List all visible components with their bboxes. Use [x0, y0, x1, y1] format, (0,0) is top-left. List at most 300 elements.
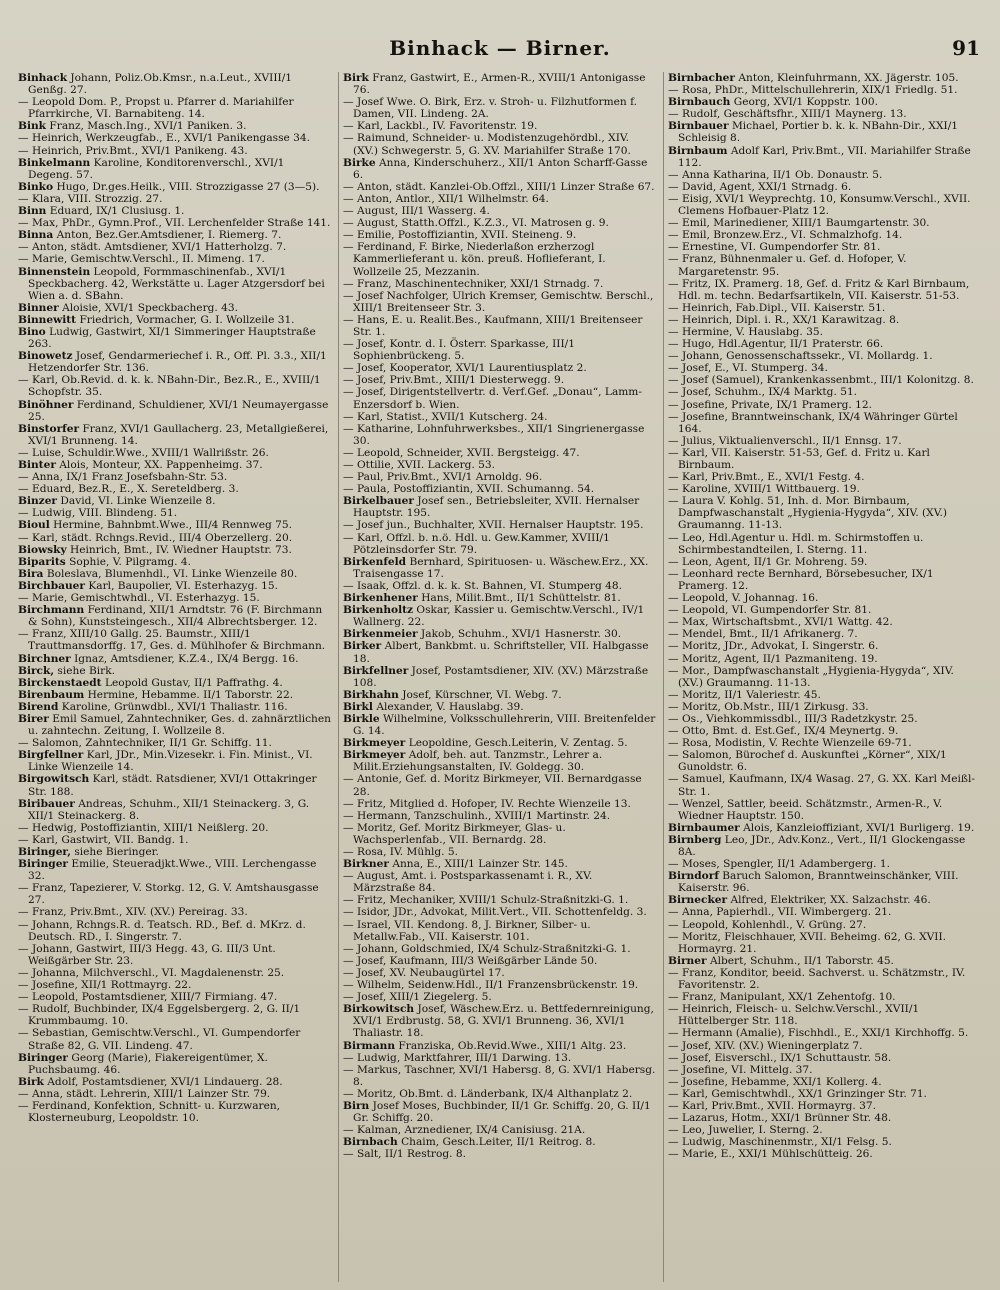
entry-surname: Birkfellner: [343, 664, 409, 677]
entry-surname: Birkl: [343, 700, 373, 713]
directory-entry: [343, 955, 657, 967]
directory-entry: [343, 229, 657, 241]
entry-details: — Ferdinand, F. Birke, Niederlaßon erzherzogl Kammerlieferant u. kön. preuß. Hoflieferant, I. Wollzeile 25, Mezzanin.: [343, 241, 606, 278]
entry-details: — Rudolf, Buchbinder, IX/4 Eggelsbergerg. 2, G. II/1 Krummbaumg. 10.: [18, 1003, 301, 1028]
entry-details: — Johann, Rchngs.R. d. Teatsch. RD., Bef. d. MKrz. d. Deutsch. RD., I. Singerstr. 7.: [18, 918, 306, 943]
directory-entry: [668, 145, 982, 169]
entry-details: Johann, Poliz.Ob.Kmsr., n.a.Leut., XVIII/1 Genßg. 27.: [28, 72, 293, 97]
directory-entry: [668, 169, 982, 181]
directory-entry: [18, 72, 332, 96]
entry-details: — Franz, Bühnenmaler u. Gef. d. Hofoper, V. Margaretenstr. 95.: [668, 253, 907, 278]
directory-entry: [18, 544, 332, 556]
directory-entry: [18, 919, 332, 943]
entry-surname: Birk: [343, 72, 369, 84]
directory-entry: [343, 943, 657, 955]
directory-entry: [668, 604, 982, 616]
entry-details: Alois, Kanzleioffiziant, XVI/1 Burligerg. 19.: [743, 821, 975, 834]
directory-entry: [668, 568, 982, 592]
directory-entry: [18, 241, 332, 253]
directory-entry: [18, 677, 332, 689]
entry-details: — Mendel, Bmt., II/1 Afrikanerg. 7.: [668, 628, 858, 641]
directory-entry: [343, 1124, 657, 1136]
directory-entry: [668, 1027, 982, 1039]
directory-entry: [668, 616, 982, 628]
directory-entry: [343, 737, 657, 749]
directory-entry: [668, 253, 982, 277]
directory-entry: [18, 507, 332, 519]
entry-surname: Birnbauch: [668, 96, 731, 109]
entry-details: — Leopold Dom. P., Propst u. Pfarrer d. Mariahilfer Pfarrkirche, VI. Barnabiteng. 14.: [18, 96, 294, 121]
directory-entry: [343, 979, 657, 991]
directory-entry: [18, 374, 332, 398]
entry-surname: Birkenmeier: [343, 628, 418, 641]
entry-details: — Fritz, Mechaniker, XVIII/1 Schulz-Straßnitzki-G. 1.: [343, 894, 629, 907]
entry-details: — Leon, Agent, II/1 Gr. Mohreng. 59.: [668, 555, 868, 568]
entry-details: — Rosa, Modistin, V. Rechte Wienzeile 69-71.: [668, 737, 912, 750]
directory-entry: [668, 628, 982, 640]
entry-surname: Birnbacher: [668, 72, 736, 84]
entry-details: — Salomon, Bürochef d. Auskunftei „Körner“, XIX/1 Gunoldstr. 6.: [668, 749, 947, 774]
entry-details: — Josefine, Private, IX/1 Pramerg. 12.: [668, 398, 872, 411]
directory-entry: [343, 810, 657, 822]
entry-surname: Binstorfer: [18, 422, 80, 435]
entry-details: — Anton, städt. Amtsdiener, XVI/1 Hatterholzg. 7.: [18, 241, 287, 254]
directory-entry: [18, 556, 332, 568]
directory-entry: [343, 72, 657, 96]
entry-details: — Leopold, V. Johannag. 16.: [668, 592, 819, 605]
entry-details: Emil Samuel, Zahntechniker, Ges. d. zahnärztlichen u. zahntechn. Zeitung, I. Wollzeile 8.: [28, 712, 331, 738]
directory-entry: [18, 858, 332, 882]
directory-entry: [343, 362, 657, 374]
entry-surname: Birnberg: [668, 833, 722, 846]
entry-details: — Marie, E., XXI/1 Mühlschütteig. 26.: [668, 1148, 873, 1161]
entry-surname: Biringer: [18, 858, 69, 871]
directory-entry: [343, 532, 657, 556]
directory-entry: [343, 1003, 657, 1039]
directory-entry: [343, 822, 657, 846]
entry-details: Adolf, beh. aut. Tanzmstr., Lehrer a. Milit.Erziehungsanstalten, IV. Goldegg. 30.: [353, 749, 603, 774]
directory-entry: [343, 580, 657, 592]
directory-entry: [18, 592, 332, 604]
entry-details: — Marie, Gemischtwhdl., VI. Esterhazyg. 15.: [18, 592, 260, 605]
directory-entry: [18, 495, 332, 507]
entry-surname: Binzer: [18, 495, 58, 508]
directory-entry: [343, 423, 657, 447]
entry-details: — Lazarus, Hotm., XXI/1 Brünner Str. 48.: [668, 1112, 892, 1125]
entry-details: — Rosa, PhDr., Mittelschullehrerin, XIX/1 Friedlg. 51.: [668, 84, 958, 97]
entry-surname: Birchbauer: [18, 579, 86, 592]
entry-details: Chaim, Gesch.Leiter, II/1 Reitrog. 8.: [401, 1136, 596, 1149]
entry-details: — Mor., Dampfwaschanstalt „Hygienia-Hygyda“, XIV. (XV.) Graumanng. 11-13.: [668, 664, 954, 689]
entry-details: — Fritz, IX. Pramerg. 18, Gef. d. Fritz & Karl Birnbaum, Hdl. m. techn. Bedarfsartikeln, VII. Kaiserstr. 51-53.: [668, 277, 970, 302]
entry-details: Franz, XVI/1 Gaullacherg. 23, Metallgießerei, XVI/1 Brunneng. 14.: [28, 422, 329, 447]
directory-entry: [18, 205, 332, 217]
directory-entry: [668, 1064, 982, 1076]
directory-entry: [668, 193, 982, 217]
entry-details: — Josef, Kooperator, XVI/1 Laurentiusplatz 2.: [343, 362, 587, 375]
entry-details: — Anton, städt. Kanzlei-Ob.Offzl., XIII/1 Linzer Straße 67.: [343, 180, 655, 193]
column-right: [663, 72, 982, 1282]
entry-details: — Julius, Viktualienverschl., II/1 Ennsg. 17.: [668, 434, 902, 447]
entry-details: — Anna, Papierhdl., VII. Wimbergerg. 21.: [668, 906, 892, 919]
directory-entry: [18, 217, 332, 229]
entry-details: — Rudolf, Geschäftsfhr., XIII/1 Maynerg. 13.: [668, 108, 907, 121]
directory-entry: [668, 217, 982, 229]
entry-details: — Josefine, Branntweinschank, IX/4 Währinger Gürtel 164.: [668, 410, 958, 435]
directory-entry: [668, 955, 982, 967]
entry-details: — Raimund, Schneider- u. Modistenzugehördbl., XIV. (XV.) Schwegerstr. 5, G. XV. Mariahilfer Straße 170.: [343, 132, 631, 157]
entry-surname: Biringer,: [18, 846, 71, 858]
directory-entry: [668, 471, 982, 483]
directory-entry: [18, 846, 332, 858]
entry-surname: Birmann: [343, 1039, 396, 1052]
directory-entry: [668, 822, 982, 834]
entry-surname: Birgfellner: [18, 749, 84, 762]
entry-details: Baruch Salomon, Branntweinschänker, VIII. Kaiserstr. 96.: [678, 870, 959, 895]
entry-details: — Rosa, IV. Mühlg. 5.: [343, 846, 459, 858]
entry-surname: Bira: [18, 567, 44, 580]
entry-details: Franziska, Ob.Revid.Wwe., XIII/1 Altg. 23.: [398, 1039, 627, 1052]
directory-entry: [343, 1100, 657, 1124]
directory-entry: [18, 689, 332, 701]
directory-entry: [343, 193, 657, 205]
directory-entry: [18, 96, 332, 120]
directory-entry: [343, 870, 657, 894]
entry-surname: Birkenhener: [343, 592, 418, 605]
entry-details: — Heinrich, Priv.Bmt., XVI/1 Panikeng. 43.: [18, 144, 248, 157]
entry-details: — Moritz, Ob.Bmt. d. Länderbank, IX/4 Althanplatz 2.: [343, 1087, 633, 1100]
entry-details: — Josefine, XII/1 Rottmayrg. 22.: [18, 979, 192, 992]
directory-entry: [343, 132, 657, 156]
entry-details: siehe Birk.: [57, 664, 115, 677]
entry-details: Boleslava, Blumenhdl., VI. Linke Wienzeile 80.: [46, 567, 298, 580]
directory-entry: [18, 193, 332, 205]
entry-details: — Hedwig, Postoffiziantin, XIII/1 Neißlerg. 20.: [18, 821, 269, 834]
entry-details: — Salomon, Zahntechniker, II/1 Gr. Schiffg. 11.: [18, 737, 272, 750]
entry-details: Georg, XVI/1 Koppstr. 100.: [733, 96, 878, 109]
directory-entry: [668, 229, 982, 241]
directory-entry: [343, 314, 657, 338]
entry-details: Franz, Masch.Ing., XVI/1 Paniken. 3.: [49, 120, 247, 133]
entry-details: — Klara, VIII. Strozzig. 27.: [18, 192, 163, 205]
entry-details: — Josefine, VI. Mittelg. 37.: [668, 1063, 813, 1076]
directory-entry: [668, 773, 982, 797]
entry-details: — Isidor, JDr., Advokat, Milit.Vert., VII. Schottenfeldg. 3.: [343, 906, 647, 919]
entry-details: Josef sen., Betriebsleiter, XVII. Hernalser Hauptstr. 195.: [353, 495, 640, 520]
directory-entry: [18, 979, 332, 991]
directory-entry: [668, 302, 982, 314]
entry-details: — Franz, Maschinentechniker, XXI/1 Strnadg. 7.: [343, 277, 604, 290]
directory-entry: [343, 290, 657, 314]
directory-entry: [18, 532, 332, 544]
directory-entry: [18, 604, 332, 628]
entry-details: — Josefine, Hebamme, XXI/1 Kollerg. 4.: [668, 1075, 882, 1088]
directory-entry: [668, 447, 982, 471]
directory-entry: [18, 145, 332, 157]
entry-details: — Hugo, Hdl.Agentur, II/1 Praterstr. 66.: [668, 338, 884, 351]
entry-details: — Moritz, II/1 Valeriestr. 45.: [668, 688, 821, 701]
running-title: Binhack — Birner.: [389, 36, 611, 60]
directory-entry: [668, 1148, 982, 1160]
directory-entry: [668, 991, 982, 1003]
directory-entry: [668, 483, 982, 495]
entry-surname: Birenbaum: [18, 688, 85, 701]
entry-details: — August, Amt. i. Postsparkassenamt i. R., XV. Märzstraße 84.: [343, 870, 593, 895]
entry-details: — Josef, Kaufmann, III/3 Weißgärber Lände 50.: [343, 954, 598, 967]
entry-details: — Karl, Statist., XVII/1 Kutscherg. 24.: [343, 410, 548, 423]
entry-surname: Birkenholtz: [343, 604, 414, 617]
entry-surname: Birchner: [18, 652, 71, 665]
entry-details: — Josef (Samuel), Krankenkassenbmt., III/1 Kolonitzg. 8.: [668, 374, 974, 387]
directory-entry: [668, 1112, 982, 1124]
directory-entry: [343, 205, 657, 217]
entry-details: Josef, Wäschew.Erz. u. Bettfedernreinigung, XVI/1 Erdbrustg. 58, G. XVI/1 Brunneng. 36, XVI/1 Thaliastr. 18.: [353, 1003, 654, 1040]
entry-details: Anna, E., XIII/1 Lainzer Str. 145.: [392, 858, 568, 871]
directory-entry: [343, 157, 657, 181]
directory-entry: [668, 532, 982, 556]
directory-entry: [343, 1136, 657, 1148]
entry-details: Leopold Gustav, II/1 Paffrathg. 4.: [104, 676, 283, 689]
directory-entry: [18, 991, 332, 1003]
directory-entry: [343, 519, 657, 531]
directory-entry: [18, 120, 332, 132]
entry-details: — Wenzel, Sattler, beeid. Schätzmstr., Armen-R., V. Wiedner Hauptstr. 150.: [668, 797, 943, 822]
entry-details: — Hermann (Amalie), Fischhdl., E., XXI/1 Kirchhoffg. 5.: [668, 1027, 969, 1040]
entry-details: Hans, Milit.Bmt., II/1 Schüttelstr. 81.: [421, 592, 621, 605]
entry-details: Jakob, Schuhm., XVI/1 Hasnerstr. 30.: [421, 628, 622, 641]
entry-details: Anton, Kleinfuhrmann, XX. Jägerstr. 105.: [738, 72, 959, 84]
entry-details: Franz, Gastwirt, E., Armen-R., XVIII/1 Antonigasse 76.: [353, 72, 646, 97]
entry-details: — Josef, E., VI. Stumperg. 34.: [668, 362, 828, 375]
directory-entry: [18, 314, 332, 326]
entry-surname: Birnbauer: [668, 120, 729, 133]
entry-details: — Karl, Lackbl., IV. Favoritenstr. 19.: [343, 120, 538, 133]
entry-details: Ludwig, Gastwirt, XI/1 Simmeringer Hauptstraße 263.: [28, 325, 316, 351]
entry-details: — Wilhelm, Seidenw.Hdl., II/1 Franzensbrückenstr. 19.: [343, 979, 639, 992]
directory-entry: [18, 1052, 332, 1076]
entry-details: — Anna Katharina, II/1 Ob. Donaustr. 5.: [668, 168, 883, 181]
entry-surname: Binnenstein: [18, 265, 91, 278]
directory-entry: [18, 665, 332, 677]
entry-details: Karl, städt. Ratsdiener, XVI/1 Ottakringer Str. 188.: [28, 773, 317, 798]
entry-details: Alfred, Elektriker, XX. Salzachstr. 46.: [730, 894, 931, 907]
entry-details: — Emilie, Postoffiziantin, XVII. Steineng. 9.: [343, 229, 577, 242]
entry-details: Karoline, Grünwdbl., XVI/1 Thaliastr. 116.: [61, 700, 288, 713]
entry-surname: Birnbach: [343, 1136, 398, 1149]
directory-entry: [668, 1052, 982, 1064]
entry-details: — Franz, XIII/10 Gallg. 25. Baumstr., XIII/1 Trauttmansdorffg. 17, Ges. d. Mühlhofer & Birchmann.: [18, 628, 326, 653]
entry-details: — Heinrich, Werkzeugfab., E., XVI/1 Panikengasse 34.: [18, 132, 311, 145]
directory-entry: [18, 628, 332, 652]
entry-details: — Kalman, Arznediener, IX/4 Canisiusg. 21A.: [343, 1124, 586, 1137]
entry-surname: Binhack: [18, 72, 68, 84]
entry-surname: Birner: [668, 954, 707, 967]
entry-details: — Katharine, Lohnfuhrwerksbes., XII/1 Singrienergasse 30.: [343, 422, 645, 447]
entry-details: — Salt, II/1 Restrog. 8.: [343, 1148, 466, 1161]
entry-details: Wilhelmine, Volksschullehrerin, VIII. Breitenfelder G. 14.: [353, 712, 656, 738]
entry-details: Josef, Postamtsdiener, XIV. (XV.) Märzstraße 108.: [353, 664, 649, 689]
directory-entry: [668, 96, 982, 108]
directory-entry: [668, 1076, 982, 1088]
entry-details: — Franz, Konditor, beeid. Sachverst. u. Schätzmstr., IV. Favoritenstr. 2.: [668, 966, 966, 992]
entry-details: Leo, JDr., Adv.Konz., Vert., II/1 Glockengasse 8A.: [678, 833, 966, 858]
entry-details: Leopold, Formmaschinenfab., XVI/1 Speckbacherg. 42, Werkstätte u. Lager Atzgersdorf bei Wien a. d. SBahn.: [28, 265, 325, 302]
entry-details: Oskar, Kassier u. Gemischtw.Verschl., IV/1 Wallnerg. 22.: [353, 604, 645, 629]
entry-surname: Birke: [343, 156, 376, 169]
entry-details: Aloisie, XVI/1 Speckbacherg. 43.: [62, 301, 238, 314]
directory-entry: [343, 858, 657, 870]
directory-entry: [18, 229, 332, 241]
entry-surname: Bino: [18, 325, 46, 338]
entry-surname: Binner: [18, 301, 59, 314]
page-number: 91: [952, 36, 980, 60]
entry-details: — Anton, Antlor., XII/1 Wilhelmstr. 64.: [343, 192, 549, 205]
entry-surname: Birend: [18, 700, 59, 713]
entry-details: — Moritz, Gef. Moritz Birkmeyer, Glas- u. Wachsperlenfab., VII. Bernardg. 28.: [343, 821, 566, 846]
entry-details: — Karl, Offzl. b. n.ö. Hdl. u. Gew.Kammer, XVIII/1 Pötzleinsdorfer Str. 79.: [343, 531, 610, 556]
directory-entry: [18, 749, 332, 773]
entry-details: — Leopold, Kohlenhdl., V. Grüng. 27.: [668, 918, 867, 931]
entry-details: Ferdinand, Schuldiener, XVI/1 Neumayergasse 25.: [28, 398, 329, 423]
directory-entry: [343, 1040, 657, 1052]
entry-details: Josef, Gendarmeriechef i. R., Off. Pl. 3.3., XII/1 Hetzendorfer Str. 136.: [28, 350, 327, 375]
entry-surname: Binowetz: [18, 350, 73, 363]
column-middle: [338, 72, 657, 1282]
directory-entry: [18, 181, 332, 193]
entry-details: — Josef, Eisverschl., IX/1 Schuttaustr. 58.: [668, 1051, 892, 1064]
entry-details: — Josef, Priv.Bmt., XIII/1 Diesterwegg. 9.: [343, 374, 565, 387]
entry-surname: Birkle: [343, 712, 380, 725]
entry-details: — Leo, Juwelier, I. Sterng. 2.: [668, 1124, 823, 1137]
entry-details: — Hermann, Tanzschulinh., XVIII/1 Martinstr. 24.: [343, 809, 611, 822]
directory-entry: [668, 919, 982, 931]
directory-entry: [343, 689, 657, 701]
entry-surname: Binnewitt: [18, 313, 77, 326]
directory-entry: [343, 846, 657, 858]
entry-details: — Ottilie, XVII. Lackerg. 53.: [343, 459, 496, 471]
entry-details: — Max, PhDr., Gymn.Prof., VII. Lerchenfelder Straße 141.: [18, 217, 331, 230]
entry-details: Anna, Kinderschuherz., XII/1 Anton Scharff-Gasse 6.: [353, 156, 648, 181]
directory-entry: [668, 798, 982, 822]
entry-details: Hermine, Bahnbmt.Wwe., III/4 Rennweg 75.: [53, 519, 292, 532]
entry-surname: Birn: [343, 1099, 370, 1112]
entry-details: — Anna, IX/1 Franz Josefsbahn-Str. 53.: [18, 471, 228, 484]
directory-entry: [343, 665, 657, 689]
entry-details: — Isaak, Offzl. d. k. k. St. Bahnen, VI. Stumperg 48.: [343, 579, 622, 592]
directory-entry: [668, 906, 982, 918]
directory-entry: [343, 495, 657, 519]
entry-details: Alois, Monteur, XX. Pappenheimg. 37.: [59, 459, 263, 471]
entry-details: siehe Bieringer.: [74, 846, 159, 858]
directory-entry: [343, 1052, 657, 1064]
directory-entry: [18, 822, 332, 834]
entry-details: Adolf Karl, Priv.Bmt., VII. Mariahilfer Straße 112.: [678, 144, 971, 169]
directory-entry: [343, 798, 657, 810]
entry-details: Hugo, Dr.ges.Heilk., VIII. Strozzigasse 27 (3—5).: [56, 180, 320, 193]
entry-surname: Birkhahn: [343, 688, 399, 701]
directory-entry: [343, 1148, 657, 1160]
entry-details: Albert, Schuhm., II/1 Taborstr. 45.: [709, 954, 894, 967]
entry-details: Karl, JDr., Min.Vizesekr. i. Fin. Minist., VI. Linke Wienzeile 14.: [28, 749, 313, 774]
directory-entry: [668, 689, 982, 701]
directory-entry: [18, 1027, 332, 1051]
directory-entry: [668, 640, 982, 652]
directory-entry: [18, 882, 332, 906]
entry-details: — Johann, Gastwirt, III/3 Hegg. 43, G. III/3 Unt. Weißgärber Str. 23.: [18, 942, 276, 967]
directory-entry: [18, 519, 332, 531]
entry-details: — Josef, XV. Neubaugürtel 17.: [343, 966, 505, 979]
entry-details: — Leopold, Postamtsdiener, XIII/7 Firmiang. 47.: [18, 991, 278, 1004]
entry-details: — Ernestine, VI. Gumpendorfer Str. 81.: [668, 241, 881, 254]
entry-surname: Birer: [18, 712, 49, 725]
entry-details: — August, III/1 Wasserg. 4.: [343, 205, 490, 218]
directory-entry: [18, 834, 332, 846]
entry-surname: Bioul: [18, 519, 50, 532]
directory-entry: [668, 931, 982, 955]
entry-details: — Josef Wwe. O. Birk, Erz. v. Stroh- u. Filzhutformen f. Damen, VII. Lindeng. 2A.: [343, 96, 637, 121]
directory-entry: [343, 241, 657, 277]
entry-details: Alexander, V. Hauslabg. 39.: [376, 700, 524, 713]
directory-entry: [18, 157, 332, 181]
directory-entry: [18, 773, 332, 797]
entry-surname: Birkenfeld: [343, 555, 407, 568]
directory-entry: [18, 471, 332, 483]
entry-details: — Hans, E. u. Realit.Bes., Kaufmann, XIII/1 Breitenseer Str. 1.: [343, 313, 643, 338]
directory-entry: [18, 350, 332, 374]
entry-details: Georg (Marie), Fiakereigentümer, X. Puchsbaumg. 46.: [28, 1051, 268, 1076]
entry-details: — Moritz, Ob.Mstr., III/1 Zirkusg. 33.: [668, 700, 869, 713]
entry-details: — Eduard, Bez.R., E., X. Sereteldberg. 3.: [18, 483, 239, 496]
entry-details: — Josef, Schuhm., IX/4 Marktg. 51.: [668, 386, 858, 399]
entry-details: — Karl, Priv.Bmt., XVII. Hormayrg. 37.: [668, 1099, 876, 1112]
entry-details: — Antonie, Gef. d. Moritz Birkmeyer, VII. Bernardgasse 28.: [343, 773, 642, 798]
entry-details: — Sebastian, Gemischtw.Verschl., VI. Gumpendorfer Straße 82, G. VII. Lindeng. 47.: [18, 1027, 301, 1052]
entry-surname: Birgowitsch: [18, 773, 90, 786]
entry-surname: Birkner: [343, 858, 389, 871]
entry-surname: Bink: [18, 120, 47, 133]
entry-details: — Leo, Hdl.Agentur u. Hdl. m. Schirmstoffen u. Schirmbestandteilen, I. Sterng. 11.: [668, 531, 924, 556]
directory-entry: [18, 713, 332, 737]
entry-details: — Marie, Gemischtw.Verschl., II. Mimeng. 17.: [18, 253, 265, 266]
directory-entry: [343, 628, 657, 640]
directory-entry: [343, 991, 657, 1003]
entry-details: Friedrich, Vormacher, G. I. Wollzeile 31.: [79, 313, 295, 326]
directory-entry: [668, 399, 982, 411]
directory-entry: [343, 556, 657, 580]
entry-details: — Karl, Gastwirt, VII. Bandg. 1.: [18, 833, 189, 846]
directory-entry: [343, 749, 657, 773]
entry-details: — Paul, Priv.Bmt., XVI/1 Arnoldg. 96.: [343, 471, 543, 484]
entry-details: — August, Statth.Offzl., K.Z.3., VI. Matrosen g. 9.: [343, 217, 609, 230]
directory-entry: [18, 399, 332, 423]
entry-surname: Birkmeyer: [343, 737, 406, 750]
entry-surname: Birchmann: [18, 604, 85, 617]
entry-surname: Binn: [18, 205, 47, 218]
directory-entry: [18, 459, 332, 471]
entry-details: — Israel, VII. Kendong. 8, J. Birkner, Silber- u. Metallw.Fab., VII. Kaiserstr. 101.: [343, 918, 591, 943]
entry-details: — Moses, Spengler, II/1 Adambergerg. 1.: [668, 858, 890, 871]
entry-surname: Birkmeyer: [343, 749, 406, 762]
entry-details: — Hermine, V. Hauslabg. 35.: [668, 325, 823, 338]
entry-details: Ignaz, Amtsdiener, K.Z.4., IX/4 Bergg. 16.: [74, 652, 299, 665]
entry-details: Karoline, Konditorenverschl., XVI/1 Degeng. 57.: [28, 156, 285, 181]
directory-entry: [668, 386, 982, 398]
entry-surname: Birker: [343, 640, 382, 653]
directory-entry: [343, 713, 657, 737]
entry-details: Heinrich, Bmt., IV. Wiedner Hauptstr. 73.: [70, 543, 292, 556]
directory-entry: [18, 798, 332, 822]
directory-entry: [668, 665, 982, 689]
